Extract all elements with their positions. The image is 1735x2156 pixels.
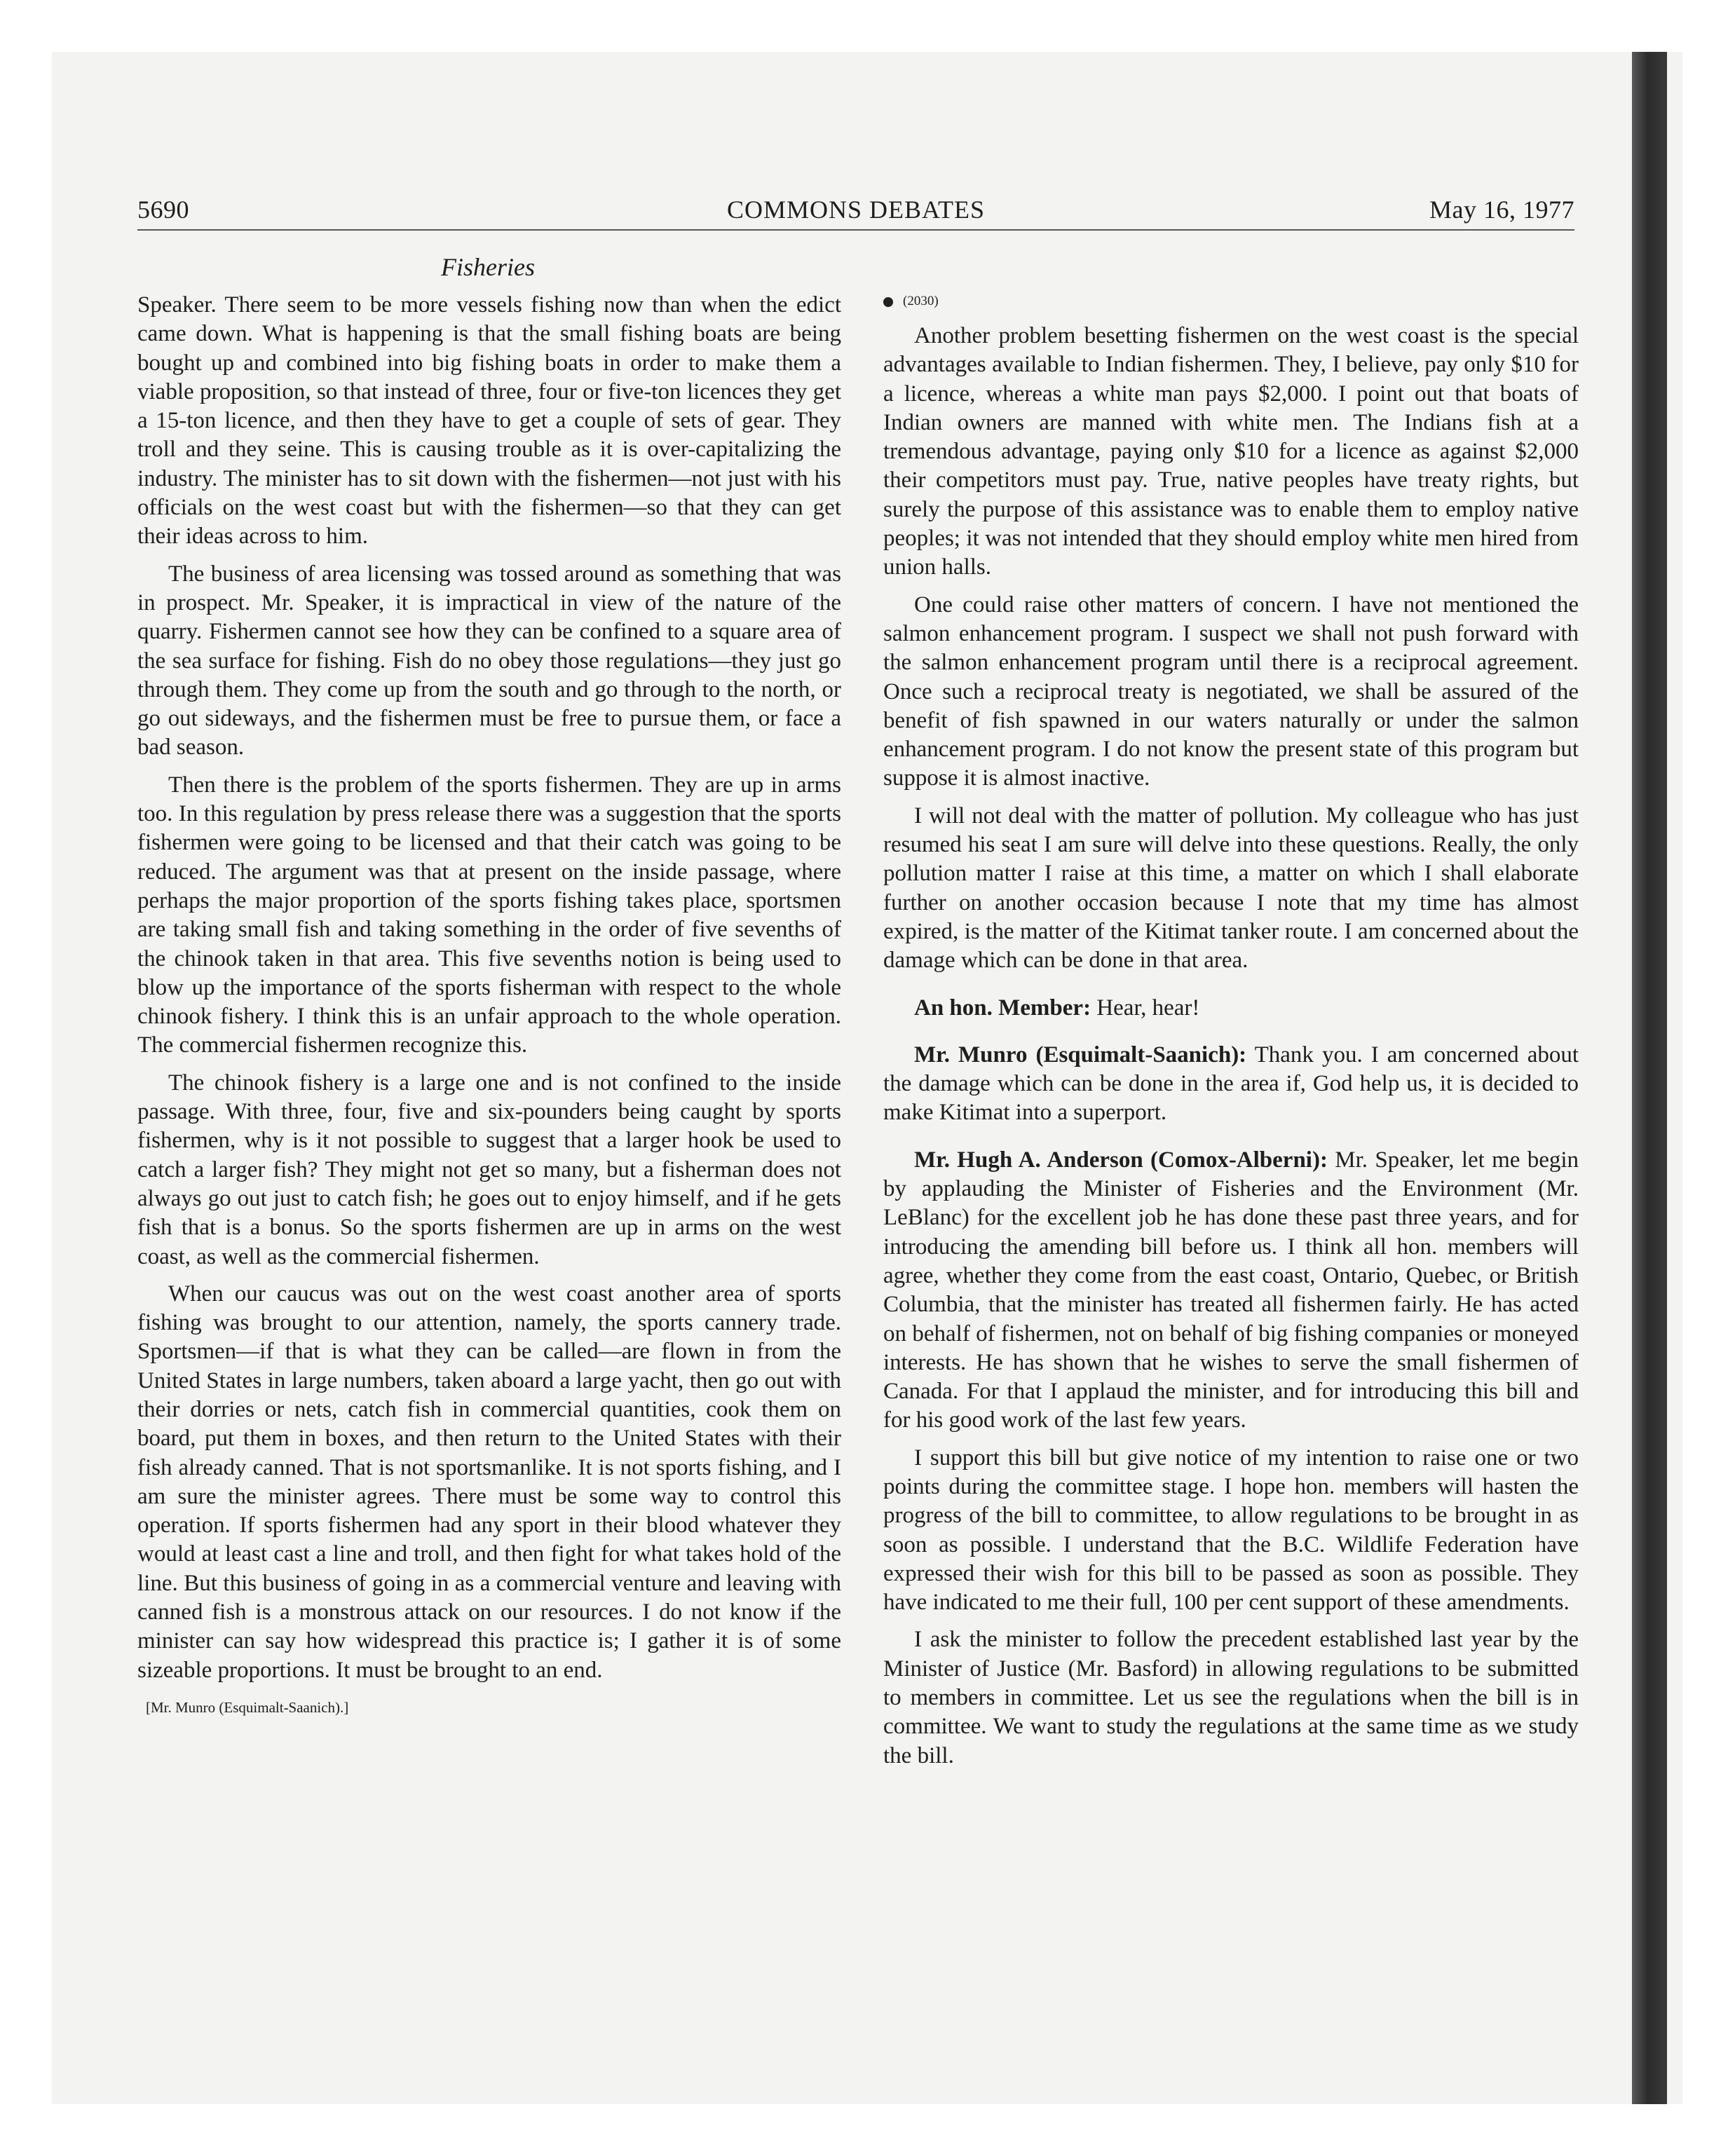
paragraph: When our caucus was out on the west coast another area of sports fishing was brought to our attention, namely, the sports cannery trade. Sportsmen—if that is what they can be called—are flown in from the United States in large numbers, taken aboard a large yacht, then go out with their dorries or nets, catch fish in commercial quantities, cook them on board, put them in boxes, and then return to the United States with their fish already canned. That is not sportsmanlike. It is not sports fishing, and I am sure the minister agrees. There must be some way to control this operation. If sports fishermen had any sport in their blood whatever they would at least cast a line and troll, and then fight for what takes hold of the line. But this business of going in as a commercial venture and leaving with canned fish is a monstrous attack on our resources. I do not know if the minister can say how widespread this practice is; I gather it is of some sizeable proportions. It must be brought to an end. — [137, 1281, 841, 1683]
time-marker-text: (2030) — [903, 294, 939, 308]
paragraph: The chinook fishery is a large one and is not confined to the inside passage. With three, four, five and six-pounders being caught by sports fishermen, why is it not possible to suggest that a larger hook be used to catch a larger fish? They might not get so many, but a fisherman does not always go out just to catch fish; he goes out to enjoy himself, and if he gets fish that is a bonus. So the sports fishermen are up in arms on the west coast, as well as the commercial fishermen. — [137, 1070, 841, 1269]
page-number: 5690 — [137, 196, 189, 224]
section-title: Fisheries — [441, 253, 535, 281]
speaker-name: Mr. Munro (Esquimalt-Saanich): — [914, 1042, 1247, 1067]
publication-title: COMMONS DEBATES — [726, 196, 986, 224]
speech-hon-member — [883, 994, 1579, 1023]
left-column — [137, 291, 841, 1722]
speaker-attribution: [Mr. Munro (Esquimalt-Saanich).] — [146, 1698, 349, 1716]
header-rule — [137, 229, 1574, 231]
paragraph: I support this bill but give notice of my intention to raise one or two points during the committee stage. I hope hon. members will hasten the progress of the bill to committee, to allow regulations to be brought in as soon as possible. I understand that the B.C. Wildlife Federation have expressed their wish for this bill to be passed as soon as possible. They have indicated to me their full, 100 per cent support of these amendments. — [883, 1445, 1579, 1616]
time-marker — [883, 291, 1579, 312]
speaker-name: Mr. Hugh A. Anderson (Comox-Alberni): — [914, 1147, 1328, 1173]
speech-text: Thank you. I am concerned about the damage which can be done in the area if, God help us, it is decided to make Kitimat into a superport. — [883, 1042, 1579, 1126]
paragraph: The business of area licensing was tossed around as something that was in prospect. Mr. Speaker, it is impractical in view of the nature of the quarry. Fishermen cannot see how they can be confined to a square area of the sea surface for fishing. Fish do no obey those regulations—they just go through them. They come up from the south and go through to the north, or go out sideways, and the fishermen must be free to pursue them, or face a bad season. — [137, 561, 841, 760]
binding-edge — [1632, 52, 1667, 2104]
paragraph: Speaker. There seem to be more vessels fishing now than when the edict came down. What is happening is that the small fishing boats are being bought up and combined into big fishing boats in order to make them a viable proposition, so that instead of three, four or five-ton licences they get a 15-ton licence, and then they have to get a couple of sets of gear. They troll and they seine. This is causing trouble as it is over-capitalizing the industry. The minister has to sit down with the fishermen—not just with his officials on the west coast but with the fishermen—so that they can get their ideas across to him. — [137, 292, 841, 550]
bullet-icon — [883, 297, 893, 307]
paragraph: One could raise other matters of concern. I have not mentioned the salmon enhancement program. I suspect we shall not push forward with the salmon enhancement program until there is a reciprocal agreement. Once such a reciprocal treaty is negotiated, we shall be assured of the benefit of fish spawned in our waters naturally or under the salmon enhancement program. I do not know the present state of this program but suppose it is almost inactive. — [883, 592, 1579, 791]
publication-date: May 16, 1977 — [1429, 196, 1574, 224]
paragraph: Then there is the problem of the sports fishermen. They are up in arms too. In this regulation by press release there was a suggestion that the sports fishermen were going to be licensed and that their catch was going to be reduced. The argument was that at present on the inside passage, where perhaps the major proportion of the sports fishing takes place, sportsmen are taking small fish and taking something in the order of five sevenths of the chinook taken in that area. This five sevenths notion is being used to blow up the importance of the sports fisherman with respect to the whole chinook fishery. I think this is an unfair approach to the whole operation. The commercial fishermen recognize this. — [137, 772, 841, 1058]
right-column — [883, 291, 1579, 1779]
speech-text: Hear, hear! — [1096, 995, 1200, 1021]
paragraph: I will not deal with the matter of pollution. My colleague who has just resumed his seat I am sure will delve into these questions. Really, the only pollution matter I raise at this time, a matter on which I shall elaborate further on another occasion because I note that my time has almost expired, is the matter of the Kitimat tanker route. I am concerned about the damage which can be done in that area. — [883, 803, 1579, 974]
speech-munro — [883, 1041, 1579, 1128]
speaker-name: An hon. Member: — [914, 995, 1091, 1021]
paragraph: Another problem besetting fishermen on the west coast is the special advantages available to Indian fishermen. They, I believe, pay only $10 for a licence, whereas a white man pays $2,000. I point out that boats of Indian owners are manned with white men. The Indians fish at a tremendous advantage, paying only $10 for a licence as against $2,000 their competitors must pay. True, native peoples have treaty rights, but surely the purpose of this assistance was to enable them to employ native peoples; it was not intended that they should employ white men hired from union halls. — [883, 323, 1579, 580]
paragraph: I ask the minister to follow the precedent established last year by the Minister of Justice (Mr. Basford) in allowing regulations to be submitted to members in committee. Let us see the regulations when the bill is in committee. We want to study the regulations at the same time as we study the bill. — [883, 1627, 1579, 1768]
page-header — [137, 195, 1574, 233]
speech-text: Mr. Speaker, let me begin by applauding the Minister of Fisheries and the Environment (Mr. LeBlanc) for the excellent job he has done these past three years, and for introducing the amending bill before us. I think all hon. members will agree, whether they come from the east coast, Ontario, Quebec, or British Columbia, that the minister has treated all fishermen fairly. He has acted on behalf of fishermen, not on behalf of big fishing companies or moneyed interests. He has shown that he wishes to serve the small fishermen of Canada. For that I applaud the minister, and for introducing this bill and for his good work of the last few years. — [883, 1147, 1579, 1433]
speech-anderson — [883, 1146, 1579, 1435]
